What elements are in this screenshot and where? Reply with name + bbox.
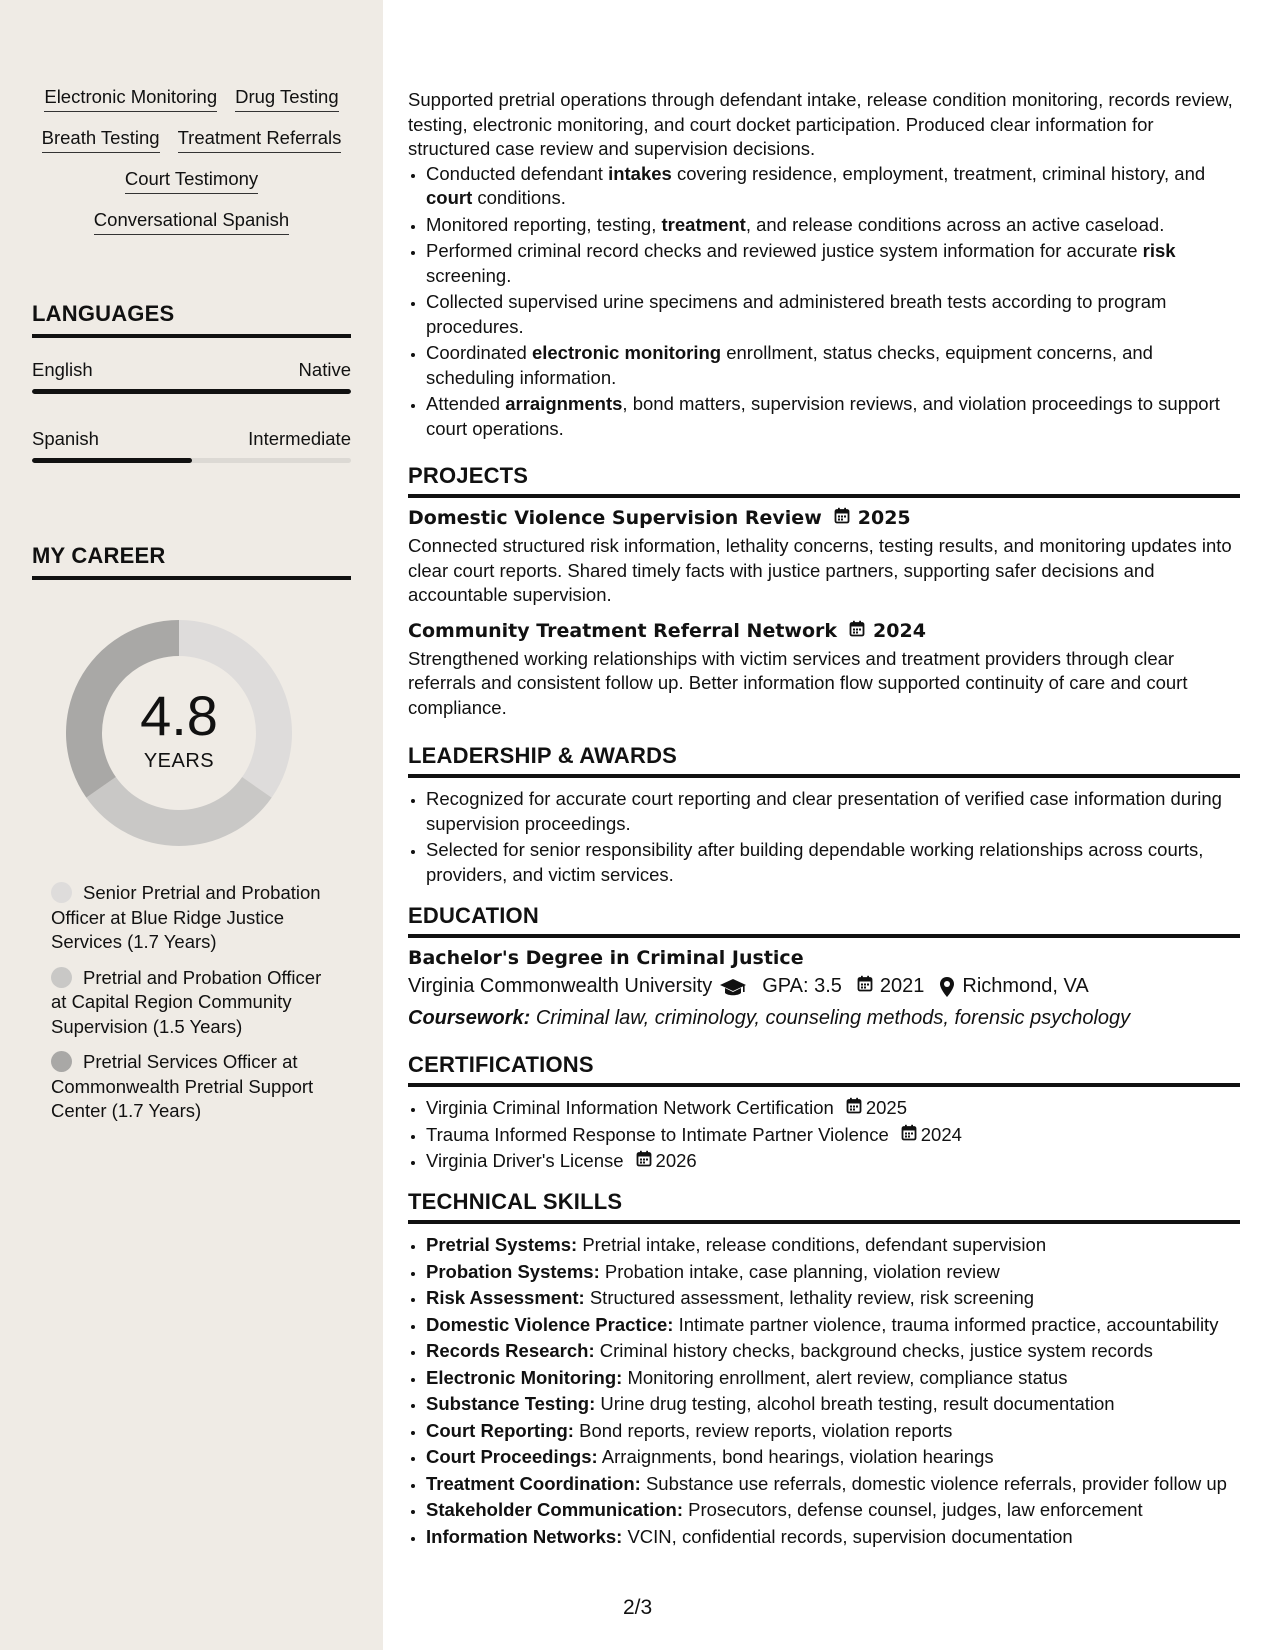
school-name: Virginia Commonwealth University <box>408 975 713 997</box>
bullet-text: Performed criminal record checks and reviewed justice system information for accurate <box>426 240 1143 261</box>
experience-bullet <box>426 213 1240 238</box>
technical-skill-label: Probation Systems: <box>426 1260 600 1282</box>
language-proficiency-bar <box>32 389 351 394</box>
sidebar <box>0 0 383 1650</box>
technical-skill-label: Records Research: <box>426 1340 595 1361</box>
graduation-cap-icon <box>719 977 747 997</box>
technical-skill-item <box>426 1366 1240 1391</box>
project-description: Strengthened working relationships with victim services and treatment providers through clear referrals and consistent follow up. Better information flow supported continuity of care and court compliance. <box>408 647 1188 718</box>
bullet-keyword: arraignments <box>505 393 623 414</box>
skill-chip: Conversational Spanish <box>94 209 289 235</box>
certification-year: 2024 <box>920 1123 962 1145</box>
leadership-list <box>408 787 1240 887</box>
language-proficiency-bar <box>32 458 351 463</box>
bullet-text: Coordinated <box>426 342 532 363</box>
bullet-keyword: risk <box>1142 240 1176 261</box>
project-year: 2025 <box>857 507 911 529</box>
bullet-text: , bond matters, supervision reviews, and violation proceedings to support court operations. <box>426 393 1220 439</box>
certification-item <box>426 1123 1240 1148</box>
page-number: 2/3 <box>623 1596 653 1619</box>
bullet-text: Attended <box>426 393 506 414</box>
skill-chip: Electronic Monitoring <box>44 86 217 112</box>
career-legend-text: Pretrial Services Officer at Commonwealth Pretrial Support Center (1.7 Years) <box>51 1051 314 1121</box>
bullet-keyword: treatment <box>661 213 746 235</box>
calendar-icon <box>849 620 865 642</box>
technical-skill-label: Information Networks: <box>426 1525 623 1547</box>
coursework-text: Criminal law, criminology, counseling methods, forensic psychology <box>535 1007 1131 1029</box>
gpa-group <box>762 975 842 998</box>
skill-chip: Court Testimony <box>125 168 258 194</box>
technical-skill-label: Treatment Coordination: <box>426 1472 641 1494</box>
bullet-keyword: court <box>426 187 473 208</box>
technical-skill-item <box>426 1525 1240 1550</box>
calendar-icon <box>901 1123 917 1148</box>
technical-skill-item <box>426 1233 1240 1258</box>
coursework <box>408 1007 1240 1030</box>
career-legend <box>51 881 341 1135</box>
certification-year: 2026 <box>655 1150 697 1171</box>
experience-bullet <box>426 162 1240 211</box>
calendar-icon <box>846 1096 862 1121</box>
technical-skill-label: Court Proceedings: <box>426 1446 598 1467</box>
technical-skill-value: Structured assessment, lethality review, risk screening <box>589 1287 1035 1308</box>
skill-chips <box>32 86 351 235</box>
technical-skill-item <box>426 1419 1240 1444</box>
technical-skill-label: Electronic Monitoring: <box>426 1366 623 1388</box>
certification-name: • Virginia Criminal Information Network Certification <box>426 1097 834 1118</box>
legend-dot <box>51 967 72 988</box>
project-title-row <box>408 507 1240 529</box>
leadership-item: • Selected for senior responsibility after building dependable working relationships across courts, providers, and victim services. <box>426 838 1240 887</box>
legend-dot <box>51 1051 72 1072</box>
technical-skill-item <box>426 1498 1240 1523</box>
calendar-icon <box>636 1149 652 1174</box>
projects-section <box>408 463 1240 720</box>
language-name: English <box>32 359 93 380</box>
career-legend-text: Pretrial and Probation Officer at Capital Region Community Supervision (1.5 Years) <box>51 966 322 1037</box>
language-proficiency-fill <box>32 389 351 394</box>
project-date <box>849 620 926 642</box>
bullet-text: Collected supervised urine specimens and administered breath tests according to program procedures. <box>426 291 1167 337</box>
technical-skill-label: Court Reporting: <box>426 1419 574 1441</box>
technical-skill-value: VCIN, confidential records, supervision documentation <box>627 1525 1073 1547</box>
bullet-text: , and release conditions across an active caseload. <box>745 213 1165 235</box>
bullet-text: conditions. <box>472 187 566 208</box>
language-level: Intermediate <box>248 428 351 449</box>
technical-skill-value: Intimate partner violence, trauma informed practice, accountability <box>678 1313 1219 1335</box>
calendar-icon <box>857 975 873 998</box>
location-group <box>939 975 1088 998</box>
bullet-text: Conducted defendant <box>426 162 609 184</box>
technical-skill-item <box>426 1339 1240 1364</box>
language-row <box>32 428 351 450</box>
technical-skills-heading: TECHNICAL SKILLS <box>408 1189 1240 1224</box>
graduation-date <box>857 975 925 998</box>
technical-skill-label: Pretrial Systems: <box>426 1234 578 1255</box>
experience-bullet <box>426 290 1240 339</box>
technical-skill-item <box>426 1472 1240 1497</box>
technical-skills-section <box>408 1189 1240 1551</box>
technical-skill-label: Stakeholder Communication: <box>426 1499 683 1520</box>
legend-dot <box>51 882 72 903</box>
career-legend-text: Senior Pretrial and Probation Officer at Blue Ridge Justice Services (1.7 Years) <box>51 882 321 952</box>
experience-summary: Supported pretrial operations through defendant intake, release condition monitoring, records review, testing, electronic monitoring, and court docket participation. Produced clear information for structured case review and supervision decisions. <box>408 89 1233 159</box>
project-title-row <box>408 620 1240 642</box>
language-level: Native <box>298 359 351 380</box>
technical-skill-value: Prosecutors, defense counsel, judges, law enforcement <box>688 1499 1143 1520</box>
bullet-text: Monitored reporting, testing, <box>426 213 662 235</box>
experience-bullet <box>426 239 1240 288</box>
gpa: GPA: 3.5 <box>762 975 842 997</box>
languages-heading: LANGUAGES <box>32 301 351 338</box>
bullet-text: enrollment, status checks, equipment concerns, and scheduling information. <box>426 342 1153 388</box>
career-legend-item <box>51 966 341 1040</box>
language-row <box>32 359 351 381</box>
leadership-item: • Recognized for accurate court reporting and clear presentation of verified case information during supervision proceedings. <box>426 787 1240 836</box>
technical-skill-label: Domestic Violence Practice: <box>426 1313 674 1335</box>
education-heading: EDUCATION <box>408 903 1240 938</box>
donut-center <box>66 620 292 846</box>
school-group <box>408 975 747 998</box>
technical-skill-value: Criminal history checks, background checks, justice system records <box>599 1340 1153 1361</box>
technical-skill-item <box>426 1260 1240 1285</box>
technical-skill-label: Substance Testing: <box>426 1393 596 1414</box>
project-year: 2024 <box>873 619 926 642</box>
career-total-unit: YEARS <box>143 749 215 772</box>
technical-skill-value: Bond reports, review reports, violation reports <box>579 1419 953 1441</box>
certification-name: • Trauma Informed Response to Intimate Partner Violence <box>426 1123 889 1145</box>
language-proficiency-fill <box>32 458 192 463</box>
certifications-heading: CERTIFICATIONS <box>408 1052 1240 1087</box>
certification-item <box>426 1096 1240 1121</box>
skill-chip: Breath Testing <box>42 127 160 153</box>
experience-bullet <box>426 392 1240 441</box>
career-donut-chart <box>66 620 292 846</box>
technical-skill-value: Monitoring enrollment, alert review, compliance status <box>627 1366 1068 1388</box>
project-title: Domestic Violence Supervision Review <box>408 507 822 529</box>
certification-name: • Virginia Driver's License <box>426 1150 624 1171</box>
certifications-list <box>408 1096 1240 1174</box>
bullet-text: screening. <box>426 264 512 286</box>
project-date <box>834 507 911 529</box>
technical-skill-value: Substance use referrals, domestic violence referrals, provider follow up <box>645 1472 1227 1494</box>
leadership-heading: LEADERSHIP & AWARDS <box>408 743 1240 778</box>
projects-heading: PROJECTS <box>408 463 1240 498</box>
education-details <box>408 975 1240 998</box>
technical-skills-list <box>408 1233 1240 1549</box>
career-legend-item <box>51 881 341 955</box>
certification-date <box>901 1123 962 1148</box>
technical-skill-value: Probation intake, case planning, violation review <box>604 1260 1000 1282</box>
technical-skill-item <box>426 1313 1240 1338</box>
skill-chip: Drug Testing <box>235 86 339 112</box>
project-description: Connected structured risk information, lethality concerns, testing results, and monitoring updates into clear court reports. Shared timely facts with justice partners, supporting safer decisions and accountable supervision. <box>408 535 1232 605</box>
certification-item <box>426 1149 1240 1174</box>
technical-skill-value: Pretrial intake, release conditions, defendant supervision <box>582 1234 1047 1255</box>
technical-skill-item <box>426 1445 1240 1470</box>
technical-skill-item <box>426 1392 1240 1417</box>
certifications-section <box>408 1052 1240 1176</box>
project-title: Community Treatment Referral Network <box>408 619 838 642</box>
technical-skill-item <box>426 1286 1240 1311</box>
career-legend-item <box>51 1050 341 1124</box>
experience-section <box>408 88 1240 443</box>
coursework-label: Coursework: <box>408 1007 531 1029</box>
technical-skill-value: Urine drug testing, alcohol breath testing, result documentation <box>600 1393 1115 1414</box>
certification-date <box>636 1149 697 1174</box>
certification-year: 2025 <box>865 1097 907 1118</box>
map-pin-icon <box>939 976 955 998</box>
experience-bullets <box>408 162 1240 442</box>
school-location: Richmond, VA <box>962 975 1089 997</box>
certification-date <box>846 1096 907 1121</box>
bullet-keyword: intakes <box>608 162 672 184</box>
calendar-icon <box>834 507 850 529</box>
technical-skill-label: Risk Assessment: <box>426 1287 585 1308</box>
skill-chip: Treatment Referrals <box>178 127 342 153</box>
career-total-value: 4.8 <box>140 683 218 747</box>
graduation-year: 2021 <box>879 975 925 997</box>
experience-bullet <box>426 341 1240 390</box>
leadership-section <box>408 743 1240 889</box>
degree-title: Bachelor's Degree in Criminal Justice <box>408 947 804 969</box>
career-heading: MY CAREER <box>32 543 351 580</box>
education-section <box>408 903 1240 1030</box>
technical-skill-value: Arraignments, bond hearings, violation hearings <box>601 1446 994 1467</box>
bullet-keyword: electronic monitoring <box>531 342 722 363</box>
bullet-text: covering residence, employment, treatment, criminal history, and <box>671 162 1206 184</box>
language-name: Spanish <box>32 428 99 449</box>
